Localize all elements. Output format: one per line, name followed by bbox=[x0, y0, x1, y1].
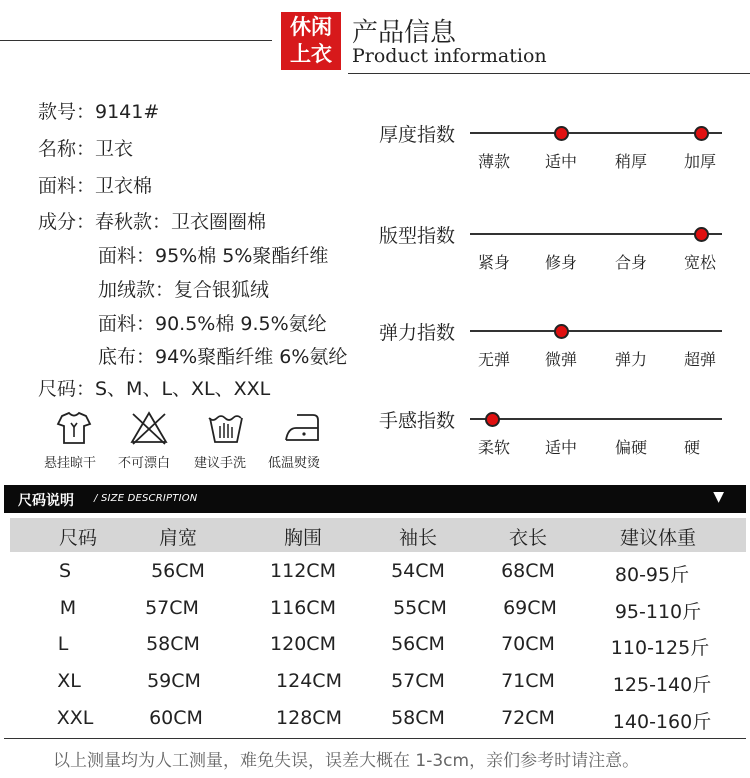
index-option-label: 无弹 bbox=[478, 350, 511, 369]
table-cell: 112CM bbox=[270, 560, 336, 582]
care-label-low-iron: 低温熨烫 bbox=[268, 456, 321, 471]
no-bleach-icon bbox=[129, 410, 169, 446]
badge-line-2: 上衣 bbox=[290, 42, 332, 66]
index-marker-dot bbox=[554, 324, 569, 339]
index-scale-line bbox=[470, 132, 722, 134]
index-title: 弹力指数 bbox=[379, 322, 456, 344]
hang-dry-icon bbox=[54, 410, 94, 446]
index-option-label: 偏硬 bbox=[615, 438, 648, 457]
table-cell: 56CM bbox=[151, 560, 205, 582]
index-option-label: 超弹 bbox=[684, 350, 717, 369]
table-cell: 95-110斤 bbox=[614, 601, 702, 623]
index-option-label: 稍厚 bbox=[615, 152, 648, 171]
size-description-bar bbox=[4, 485, 746, 513]
table-cell: 57CM bbox=[145, 597, 199, 619]
table-cell: 125-140斤 bbox=[612, 674, 712, 696]
table-cell: 56CM bbox=[391, 633, 445, 655]
triangle-down-icon: ▼ bbox=[713, 489, 724, 505]
table-cell: 128CM bbox=[276, 707, 342, 729]
index-option-label: 适中 bbox=[545, 152, 578, 171]
table-cell: 124CM bbox=[276, 670, 342, 692]
section-title-cn: 产品信息 bbox=[352, 18, 457, 48]
index-marker-dot bbox=[554, 126, 569, 141]
low-iron-icon bbox=[282, 410, 322, 446]
index-option-label: 薄款 bbox=[478, 152, 511, 171]
table-cell: 70CM bbox=[501, 633, 555, 655]
table-cell: 71CM bbox=[501, 670, 555, 692]
measurement-note: 以上测量均为人工测量，难免失误，误差大概在 1-3cm，亲们参考时请注意。 bbox=[53, 751, 640, 771]
index-marker-dot bbox=[694, 126, 709, 141]
badge-line-1: 休闲 bbox=[290, 15, 332, 39]
table-header-cell: 袖长 bbox=[398, 527, 438, 549]
table-cell: 110-125斤 bbox=[610, 637, 710, 659]
index-scale-line bbox=[470, 418, 722, 420]
table-cell: XXL bbox=[56, 707, 94, 729]
index-scale-line bbox=[470, 330, 722, 332]
table-cell: 59CM bbox=[147, 670, 201, 692]
composition-line-4: 面料：90.5%棉 9.5%氨纶 bbox=[98, 313, 327, 335]
index-option-label: 柔软 bbox=[478, 438, 511, 457]
index-option-label: 微弹 bbox=[545, 350, 578, 369]
table-cell: 69CM bbox=[503, 597, 557, 619]
composition-line-3: 加绒款：复合银狐绒 bbox=[98, 279, 270, 301]
table-bottom-rule bbox=[4, 738, 746, 739]
product-name: 名称：卫衣 bbox=[38, 138, 134, 160]
table-cell: 80-95斤 bbox=[614, 564, 690, 586]
index-option-label: 紧身 bbox=[478, 253, 511, 272]
index-option-label: 宽松 bbox=[684, 253, 717, 272]
table-cell: 54CM bbox=[391, 560, 445, 582]
category-badge bbox=[281, 12, 341, 70]
size-title: 尺码说明 bbox=[18, 493, 74, 509]
hand-wash-icon bbox=[206, 410, 246, 446]
table-cell: 116CM bbox=[270, 597, 336, 619]
composition-label: 成分：春秋款：卫衣圈圈棉 bbox=[38, 211, 267, 233]
header-divider-left bbox=[0, 40, 272, 41]
size-subtitle: / SIZE DESCRIPTION bbox=[94, 493, 198, 504]
index-marker-dot bbox=[485, 412, 500, 427]
fabric: 面料：卫衣棉 bbox=[38, 175, 153, 197]
table-header-cell: 建议体重 bbox=[619, 527, 697, 549]
table-cell: 68CM bbox=[501, 560, 555, 582]
index-marker-dot bbox=[694, 227, 709, 242]
index-option-label: 修身 bbox=[545, 253, 578, 272]
table-cell: XL bbox=[57, 670, 81, 692]
header-divider-right bbox=[348, 73, 750, 74]
table-cell: 58CM bbox=[391, 707, 445, 729]
index-title: 厚度指数 bbox=[379, 124, 456, 146]
composition-line-2: 面料：95%棉 5%聚酯纤维 bbox=[98, 245, 329, 267]
care-label-no-bleach: 不可漂白 bbox=[118, 456, 171, 471]
section-title-en: Product information bbox=[352, 45, 547, 67]
table-cell: M bbox=[59, 597, 77, 619]
table-cell: L bbox=[57, 633, 69, 655]
care-label-hand-wash: 建议手洗 bbox=[194, 456, 247, 471]
index-scale-line bbox=[470, 233, 722, 235]
table-cell: 57CM bbox=[391, 670, 445, 692]
table-header-cell: 尺码 bbox=[58, 527, 98, 549]
table-cell: 55CM bbox=[393, 597, 447, 619]
index-title: 手感指数 bbox=[379, 410, 456, 432]
style-number: 款号：9141# bbox=[38, 101, 160, 123]
composition-line-5: 底布：94%聚酯纤维 6%氨纶 bbox=[98, 346, 348, 368]
table-cell: 60CM bbox=[149, 707, 203, 729]
table-header-cell: 胸围 bbox=[283, 527, 323, 549]
care-label-hang-dry: 悬挂晾干 bbox=[44, 456, 97, 471]
table-cell: 58CM bbox=[146, 633, 200, 655]
available-sizes: 尺码：S、M、L、XL、XXL bbox=[38, 378, 271, 400]
index-option-label: 硬 bbox=[684, 438, 701, 457]
index-option-label: 弹力 bbox=[615, 350, 648, 369]
index-title: 版型指数 bbox=[379, 225, 456, 247]
index-option-label: 加厚 bbox=[684, 152, 717, 171]
table-cell: S bbox=[58, 560, 72, 582]
table-cell: 140-160斤 bbox=[612, 711, 712, 733]
table-header-cell: 衣长 bbox=[508, 527, 548, 549]
index-option-label: 适中 bbox=[545, 438, 578, 457]
table-cell: 120CM bbox=[270, 633, 336, 655]
table-cell: 72CM bbox=[501, 707, 555, 729]
index-option-label: 合身 bbox=[615, 253, 648, 272]
table-header-cell: 肩宽 bbox=[158, 527, 198, 549]
